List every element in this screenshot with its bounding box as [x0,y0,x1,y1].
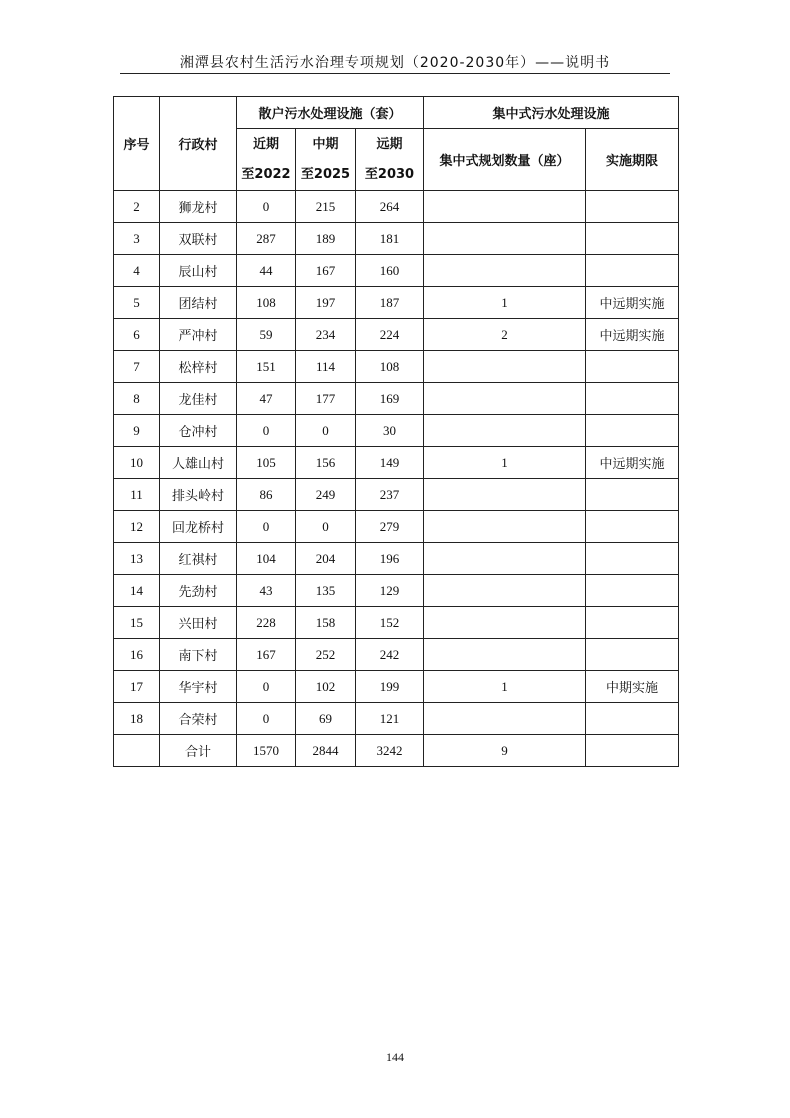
cell-village: 人雄山村 [160,447,237,479]
cell-seq: 11 [114,479,160,511]
cell-period [586,191,679,223]
group-header-dispersed: 散户污水处理设施（套） [237,97,424,129]
cell-seq: 3 [114,223,160,255]
far-year: 至2030 [364,166,415,182]
cell-village: 华宇村 [160,671,237,703]
cell-near: 0 [237,671,296,703]
cell-village: 辰山村 [160,255,237,287]
table-row [114,511,679,543]
far-label: 远期 [376,136,403,152]
cell-period [586,383,679,415]
cell-mid: 167 [296,255,356,287]
cell-seq: 17 [114,671,160,703]
table-row [114,191,679,223]
cell-period [586,543,679,575]
cell-seq: 13 [114,543,160,575]
cell-mid: 252 [296,639,356,671]
cell-near: 0 [237,191,296,223]
cell-mid: 114 [296,351,356,383]
table-row [114,351,679,383]
cell-count [424,479,586,511]
cell-village: 合计 [160,735,237,767]
cell-far: 264 [356,191,424,223]
cell-mid: 234 [296,319,356,351]
cell-mid: 156 [296,447,356,479]
cell-period [586,255,679,287]
cell-count [424,255,586,287]
cell-count [424,511,586,543]
cell-seq: 5 [114,287,160,319]
cell-count [424,351,586,383]
cell-mid: 177 [296,383,356,415]
cell-seq: 16 [114,639,160,671]
near-label: 近期 [252,136,279,152]
cell-mid: 189 [296,223,356,255]
cell-near: 108 [237,287,296,319]
cell-near: 104 [237,543,296,575]
cell-mid: 2844 [296,735,356,767]
cell-near: 86 [237,479,296,511]
cell-village: 先劲村 [160,575,237,607]
cell-count [424,383,586,415]
cell-count [424,415,586,447]
cell-mid: 197 [296,287,356,319]
table-row [114,543,679,575]
cell-village: 狮龙村 [160,191,237,223]
cell-count: 1 [424,287,586,319]
table-row [114,703,679,735]
cell-near: 47 [237,383,296,415]
cell-near: 0 [237,415,296,447]
cell-mid: 69 [296,703,356,735]
cell-count [424,639,586,671]
table-row [114,447,679,479]
cell-seq: 2 [114,191,160,223]
cell-village: 双联村 [160,223,237,255]
cell-count: 9 [424,735,586,767]
table-row [114,415,679,447]
cell-seq: 8 [114,383,160,415]
group-header-centralized: 集中式污水处理设施 [424,97,679,129]
cell-seq: 6 [114,319,160,351]
cell-seq: 12 [114,511,160,543]
table-row [114,383,679,415]
col-header-period: 实施期限 [586,129,679,191]
cell-count: 2 [424,319,586,351]
cell-mid: 0 [296,511,356,543]
cell-seq: 18 [114,703,160,735]
cell-near: 44 [237,255,296,287]
cell-count: 1 [424,447,586,479]
cell-period: 中远期实施 [586,447,679,479]
cell-count: 1 [424,671,586,703]
cell-far: 196 [356,543,424,575]
page-number: 144 [386,1050,404,1064]
cell-far: 224 [356,319,424,351]
table-row [114,479,679,511]
near-year: 至2022 [241,166,291,182]
cell-far: 149 [356,447,424,479]
cell-count [424,223,586,255]
cell-count [424,191,586,223]
cell-far: 242 [356,639,424,671]
cell-mid: 204 [296,543,356,575]
col-header-count: 集中式规划数量（座） [424,129,586,191]
cell-period [586,223,679,255]
cell-village: 排头岭村 [160,479,237,511]
cell-seq: 14 [114,575,160,607]
cell-far: 30 [356,415,424,447]
cell-near: 1570 [237,735,296,767]
table-body [114,191,679,767]
cell-period: 中远期实施 [586,287,679,319]
cell-village: 兴田村 [160,607,237,639]
cell-far: 121 [356,703,424,735]
cell-period [586,575,679,607]
document-header: 湘潭县农村生活污水治理专项规划（2020-2030年）——说明书 [179,55,611,71]
cell-far: 187 [356,287,424,319]
cell-mid: 135 [296,575,356,607]
col-header-seq: 序号 [114,97,160,191]
cell-near: 43 [237,575,296,607]
cell-near: 151 [237,351,296,383]
table-row [114,223,679,255]
cell-seq: 9 [114,415,160,447]
table-row [114,575,679,607]
cell-period [586,607,679,639]
cell-near: 0 [237,703,296,735]
cell-period [586,639,679,671]
cell-village: 红祺村 [160,543,237,575]
cell-far: 160 [356,255,424,287]
cell-far: 279 [356,511,424,543]
cell-period: 中期实施 [586,671,679,703]
cell-period [586,415,679,447]
table-row [114,255,679,287]
cell-village: 团结村 [160,287,237,319]
cell-mid: 0 [296,415,356,447]
cell-near: 105 [237,447,296,479]
cell-period: 中远期实施 [586,319,679,351]
cell-village: 南下村 [160,639,237,671]
header-rule [120,73,670,74]
cell-village: 合荣村 [160,703,237,735]
cell-near: 287 [237,223,296,255]
cell-period [586,735,679,767]
mid-label: 中期 [312,136,339,152]
cell-near: 59 [237,319,296,351]
mid-year: 至2025 [300,166,351,182]
cell-far: 169 [356,383,424,415]
col-header-village: 行政村 [160,97,237,191]
cell-period [586,511,679,543]
table-row [114,735,679,767]
cell-near: 0 [237,511,296,543]
cell-mid: 215 [296,191,356,223]
cell-village: 仓冲村 [160,415,237,447]
cell-far: 152 [356,607,424,639]
cell-far: 199 [356,671,424,703]
cell-far: 181 [356,223,424,255]
cell-mid: 249 [296,479,356,511]
cell-mid: 102 [296,671,356,703]
cell-seq: 15 [114,607,160,639]
cell-village: 松梓村 [160,351,237,383]
cell-seq [114,735,160,767]
cell-count [424,575,586,607]
table-row [114,607,679,639]
cell-mid: 158 [296,607,356,639]
cell-near: 228 [237,607,296,639]
cell-far: 3242 [356,735,424,767]
cell-period [586,703,679,735]
table-row [114,319,679,351]
cell-village: 龙佳村 [160,383,237,415]
cell-seq: 10 [114,447,160,479]
cell-seq: 7 [114,351,160,383]
cell-far: 108 [356,351,424,383]
cell-village: 严冲村 [160,319,237,351]
cell-far: 237 [356,479,424,511]
table-row [114,639,679,671]
cell-near: 167 [237,639,296,671]
sewage-facility-table [113,96,679,767]
col-header-far [356,129,424,191]
col-header-mid [296,129,356,191]
col-header-near [237,129,296,191]
cell-period [586,351,679,383]
cell-far: 129 [356,575,424,607]
cell-count [424,703,586,735]
cell-village: 回龙桥村 [160,511,237,543]
cell-count [424,607,586,639]
cell-seq: 4 [114,255,160,287]
table-row [114,287,679,319]
cell-period [586,479,679,511]
table-row [114,671,679,703]
cell-count [424,543,586,575]
